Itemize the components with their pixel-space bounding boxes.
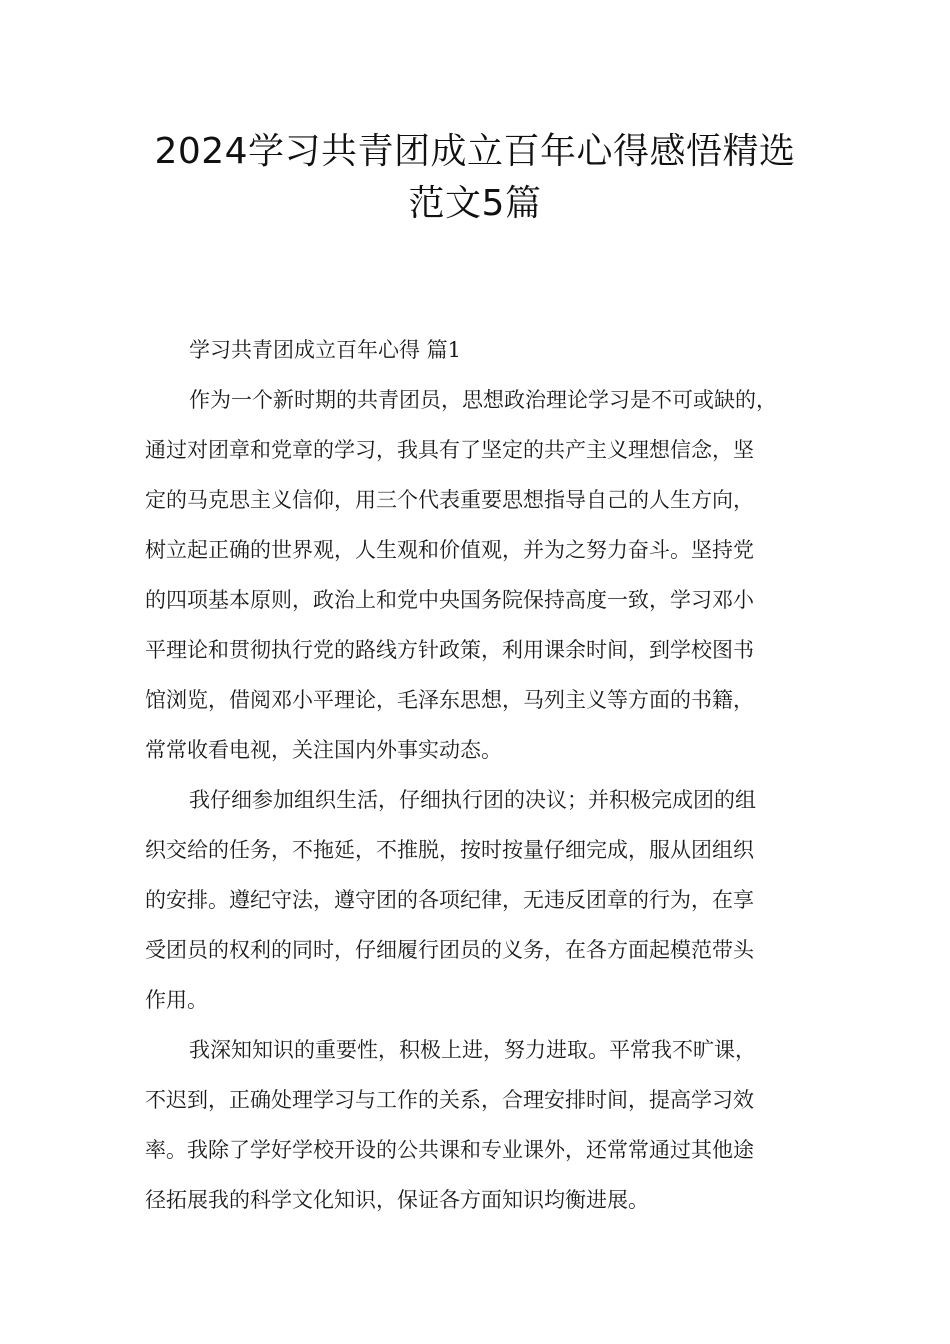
paragraph-line: 通过对团章和党章的学习，我具有了坚定的共产主义理想信念，坚 (145, 438, 754, 462)
paragraph-line: 我仔细参加组织生活，仔细执行团的决议；并积极完成团的组 (189, 788, 756, 812)
paragraph-line: 定的马克思主义信仰，用三个代表重要思想指导自己的人生方向， (145, 488, 754, 512)
paragraph-line: 径拓展我的科学文化知识，保证各方面知识均衡进展。 (145, 1188, 649, 1212)
paragraph-line: 常常收看电视，关注国内外事实动态。 (145, 738, 502, 762)
paragraph-line: 受团员的权利的同时，仔细履行团员的义务，在各方面起模范带头 (145, 938, 754, 962)
section-heading: 学习共青团成立百年心得 篇1 (189, 338, 462, 362)
paragraph-line: 作用。 (145, 988, 208, 1012)
title-line-1: 2024学习共青团成立百年心得感悟精选 (154, 131, 796, 172)
paragraph-line: 织交给的任务，不拖延，不推脱，按时按量仔细完成，服从团组织 (145, 838, 754, 862)
title-line-2: 范文5篇 (408, 183, 542, 224)
paragraph-line: 作为一个新时期的共青团员，思想政治理论学习是不可或缺的， (189, 388, 777, 412)
paragraph-line: 树立起正确的世界观，人生观和价值观，并为之努力奋斗。坚持党 (145, 538, 754, 562)
document-body (145, 325, 815, 1225)
paragraph-line: 我深知知识的重要性，积极上进，努力进取。平常我不旷课， (189, 1038, 756, 1062)
paragraph-line: 率。我除了学好学校开设的公共课和专业课外，还常常通过其他途 (145, 1138, 754, 1162)
paragraph-line: 的四项基本原则，政治上和党中央国务院保持高度一致，学习邓小 (145, 588, 754, 612)
paragraph-2 (145, 775, 815, 1025)
paragraph-line: 的安排。遵纪守法，遵守团的各项纪律，无违反团章的行为，在享 (145, 888, 754, 912)
paragraph-line: 馆浏览，借阅邓小平理论，毛泽东思想，马列主义等方面的书籍， (145, 688, 754, 712)
paragraph-line: 平理论和贯彻执行党的路线方针政策，利用课余时间，到学校图书 (145, 638, 754, 662)
paragraph-line: 不迟到，正确处理学习与工作的关系，合理安排时间，提高学习效 (145, 1088, 754, 1112)
paragraph-1 (145, 375, 815, 775)
document-title (100, 126, 850, 230)
paragraph-3 (145, 1025, 815, 1225)
